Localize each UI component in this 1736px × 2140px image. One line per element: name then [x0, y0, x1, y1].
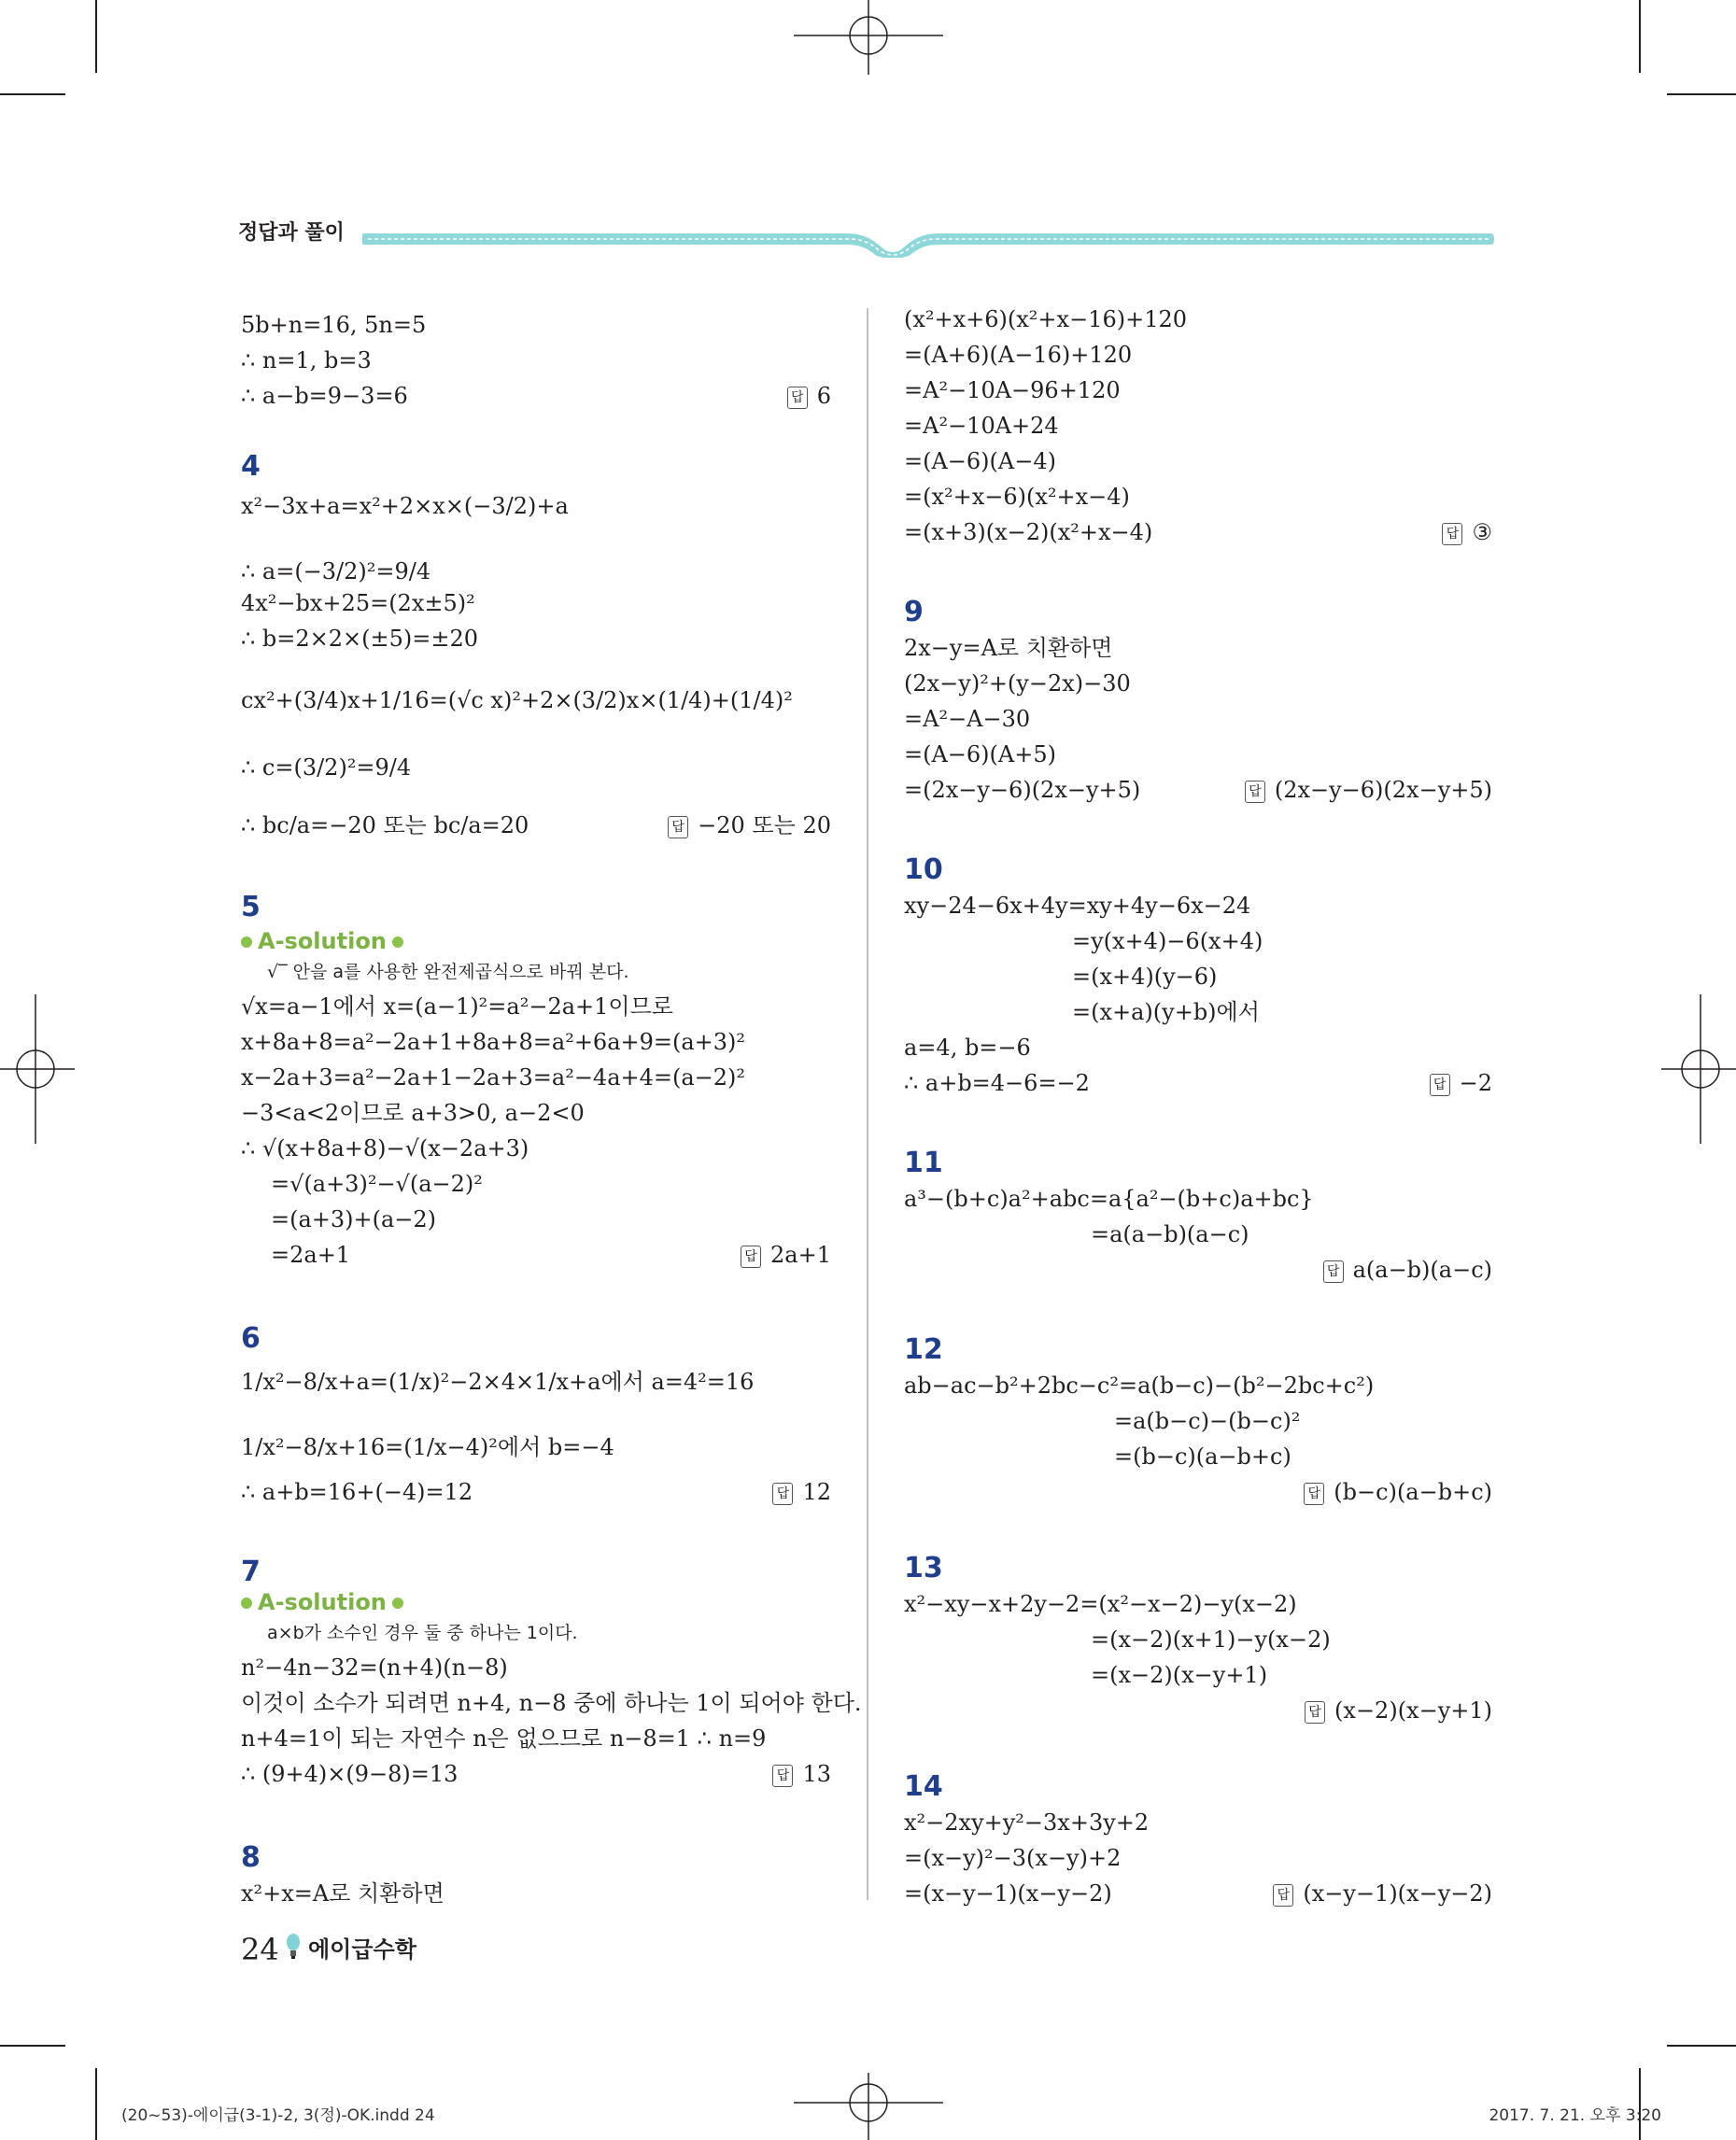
bullet-dot-icon [392, 936, 403, 948]
answer-value: −20 또는 20 [698, 812, 831, 838]
crop-mark [0, 2045, 65, 2047]
solution-line: ∴ a=(−3/2)²=9/4 [241, 558, 431, 584]
solution-line: =(A−6)(A−4) [904, 448, 1056, 474]
solution-line: =A²−A−30 [904, 706, 1031, 732]
solution-line: 5b+n=16, 5n=5 [241, 312, 427, 338]
answer-icon: 답 [1430, 1074, 1450, 1096]
solution-line: =(x+4)(y−6) [1072, 964, 1218, 990]
registration-mark-left [0, 994, 75, 1144]
problem-number: 14 [904, 1770, 943, 1803]
a-solution-label [235, 926, 409, 956]
brand-name: 에이급수학 [308, 1936, 416, 1963]
solution-line: =(x−y−1)(x−y−2) [904, 1880, 1112, 1907]
answer [772, 1757, 831, 1791]
solution-line: ∴ (9+4)×(9−8)=13 [241, 1761, 459, 1787]
solution-line: ∴ bc/a=−20 또는 bc/a=20 [241, 812, 529, 838]
solution-line: =A²−10A−96+120 [904, 377, 1121, 403]
solution-line: n+4=1이 되는 자연수 n은 없으므로 n−8=1 ∴ n=9 [241, 1725, 767, 1752]
bullet-dot-icon [241, 936, 252, 948]
solution-line: ∴ a+b=4−6=−2 [904, 1070, 1090, 1096]
solution-line: =(b−c)(a−b+c) [1114, 1443, 1291, 1470]
answer-value: (b−c)(a−b+c) [1334, 1479, 1492, 1505]
solution-line: =a(b−c)−(b−c)² [1114, 1408, 1301, 1434]
answer [1430, 1066, 1492, 1100]
a-solution-text: A-solution [258, 1589, 387, 1615]
solution-note: a×b가 소수인 경우 둘 중 하나는 1이다. [267, 1623, 578, 1643]
problem-number: 4 [241, 450, 261, 483]
solution-line: ∴ c=(3/2)²=9/4 [241, 754, 412, 781]
solution-line: =(x+a)(y+b)에서 [1072, 999, 1260, 1025]
solution-line: a=4, b=−6 [904, 1035, 1031, 1061]
solution-line: 1/x²−8/x+16=(1/x−4)²에서 b=−4 [241, 1434, 614, 1460]
solution-line: =(x−y)²−3(x−y)+2 [904, 1845, 1122, 1871]
registration-mark-right [1661, 994, 1736, 1144]
answer [787, 379, 831, 413]
solution-line: n²−4n−32=(n+4)(n−8) [241, 1654, 508, 1681]
solution-line: a³−(b+c)a²+abc=a{a²−(b+c)a+bc} [904, 1186, 1314, 1212]
solution-line: (2x−y)²+(y−2x)−30 [904, 670, 1131, 697]
bullet-dot-icon [392, 1598, 403, 1609]
answer-icon: 답 [1305, 1701, 1325, 1724]
solution-line: 4x²−bx+25=(2x±5)² [241, 590, 475, 616]
registration-mark-bottom [794, 2073, 943, 2140]
lightbulb-icon [285, 1933, 302, 1961]
solution-line: 이것이 소수가 되려면 n+4, n−8 중에 하나는 1이 되어야 한다. [241, 1690, 862, 1716]
solution-line: ∴ b=2×2×(±5)=±20 [241, 626, 478, 652]
answer-value: 6 [816, 383, 831, 409]
answer [1304, 1475, 1492, 1509]
answer-value: (x−2)(x−y+1) [1334, 1697, 1492, 1724]
answer-icon: 답 [787, 387, 808, 409]
page-number: 24 [241, 1932, 279, 1967]
solution-line: =(x−2)(x−y+1) [1091, 1662, 1268, 1688]
file-info: (20~53)-에이급(3-1)-2, 3(정)-OK.indd 24 [121, 2106, 435, 2125]
answer-icon: 답 [772, 1765, 793, 1787]
solution-line: x+8a+8=a²−2a+1+8a+8=a²+6a+9=(a+3)² [241, 1029, 746, 1055]
answer-value: 13 [802, 1761, 831, 1787]
answer [1305, 1694, 1492, 1727]
page-header-title: 정답과 풀이 [238, 221, 345, 245]
solution-line: =(2x−y−6)(2x−y+5) [904, 777, 1141, 803]
registration-mark-top [794, 0, 943, 75]
solution-line: =√(a+3)²−√(a−2)² [271, 1171, 483, 1197]
solution-line: =A²−10A+24 [904, 413, 1059, 439]
answer-value: (2x−y−6)(2x−y+5) [1274, 777, 1492, 803]
crop-mark [0, 93, 65, 95]
answer-value: −2 [1459, 1070, 1492, 1096]
answer [1273, 1877, 1492, 1910]
answer-icon: 답 [1323, 1260, 1344, 1283]
answer [741, 1238, 831, 1272]
bullet-dot-icon [241, 1598, 252, 1609]
column-divider [867, 308, 868, 1900]
answer-icon: 답 [1304, 1483, 1324, 1505]
solution-line: x²−3x+a=x²+2×x×(−3/2)+a [241, 493, 569, 519]
solution-line: ∴ n=1, b=3 [241, 347, 372, 373]
solution-line: 2x−y=A로 치환하면 [904, 635, 1113, 661]
answer-value: (x−y−1)(x−y−2) [1303, 1880, 1492, 1907]
solution-line: √x=a−1에서 x=(a−1)²=a²−2a+1이므로 [241, 993, 673, 1020]
answer-value: 12 [802, 1479, 831, 1505]
answer-icon: 답 [772, 1483, 793, 1505]
answer-icon: 답 [741, 1246, 761, 1268]
print-timestamp: 2017. 7. 21. 오후 3:20 [1489, 2106, 1661, 2125]
solution-line: −3<a<2이므로 a+3>0, a−2<0 [241, 1100, 585, 1126]
answer-value: ③ [1472, 519, 1492, 545]
problem-number: 12 [904, 1333, 943, 1366]
solution-line: x−2a+3=a²−2a+1−2a+3=a²−4a+4=(a−2)² [241, 1064, 746, 1091]
solution-line: =2a+1 [271, 1242, 351, 1268]
solution-line: =(A−6)(A+5) [904, 741, 1056, 767]
solution-note: √‾ 안을 a를 사용한 완전제곱식으로 바꿔 본다. [267, 962, 629, 982]
solution-line: x²−2xy+y²−3x+3y+2 [904, 1809, 1150, 1836]
problem-number: 9 [904, 596, 924, 628]
a-solution-text: A-solution [258, 928, 387, 954]
crop-mark [1639, 0, 1641, 73]
problem-number: 10 [904, 853, 943, 886]
solution-line: =(x²+x−6)(x²+x−4) [904, 484, 1130, 510]
crop-mark [1667, 2045, 1736, 2047]
problem-number: 13 [904, 1552, 943, 1584]
solution-line: =a(a−b)(a−c) [1091, 1221, 1249, 1247]
solution-line: ∴ √(x+8a+8)−√(x−2a+3) [241, 1135, 529, 1162]
answer-icon: 답 [668, 816, 688, 838]
answer-value: 2a+1 [770, 1242, 831, 1268]
answer [1245, 773, 1492, 807]
answer [1442, 515, 1492, 549]
solution-line: =(A+6)(A−16)+120 [904, 342, 1133, 368]
crop-mark [95, 2068, 97, 2140]
solution-line: x²−xy−x+2y−2=(x²−x−2)−y(x−2) [904, 1591, 1297, 1617]
solution-line: =(x−2)(x+1)−y(x−2) [1091, 1626, 1331, 1653]
crop-mark [95, 0, 97, 73]
solution-line: =(a+3)+(a−2) [271, 1206, 437, 1232]
answer-icon: 답 [1442, 523, 1462, 545]
solution-line: cx²+(3/4)x+1/16=(√c x)²+2×(3/2)x×(1/4)+(1/4)² [241, 687, 793, 713]
problem-number: 11 [904, 1147, 943, 1179]
answer-value: a(a−b)(a−c) [1352, 1257, 1492, 1283]
solution-line: xy−24−6x+4y=xy+4y−6x−24 [904, 893, 1251, 919]
answer-icon: 답 [1245, 781, 1265, 803]
answer [772, 1475, 831, 1509]
answer [1323, 1253, 1492, 1287]
solution-line: =y(x+4)−6(x+4) [1072, 928, 1263, 954]
answer [668, 809, 831, 842]
solution-line: 1/x²−8/x+a=(1/x)²−2×4×1/x+a에서 a=4²=16 [241, 1369, 755, 1395]
answer-icon: 답 [1273, 1884, 1293, 1907]
problem-number: 6 [241, 1322, 261, 1355]
solution-line: =(x+3)(x−2)(x²+x−4) [904, 519, 1153, 545]
solution-line: ∴ a−b=9−3=6 [241, 383, 408, 409]
solution-line: x²+x=A로 치환하면 [241, 1880, 445, 1907]
crop-mark [1667, 93, 1736, 95]
header-decorative-band [362, 220, 1494, 258]
problem-number: 5 [241, 891, 261, 923]
problem-number: 8 [241, 1841, 261, 1874]
solution-line: ab−ac−b²+2bc−c²=a(b−c)−(b²−2bc+c²) [904, 1373, 1375, 1399]
problem-number: 7 [241, 1556, 261, 1588]
solution-line: (x²+x+6)(x²+x−16)+120 [904, 306, 1187, 332]
solution-line: ∴ a+b=16+(−4)=12 [241, 1479, 473, 1505]
a-solution-label [235, 1587, 409, 1617]
